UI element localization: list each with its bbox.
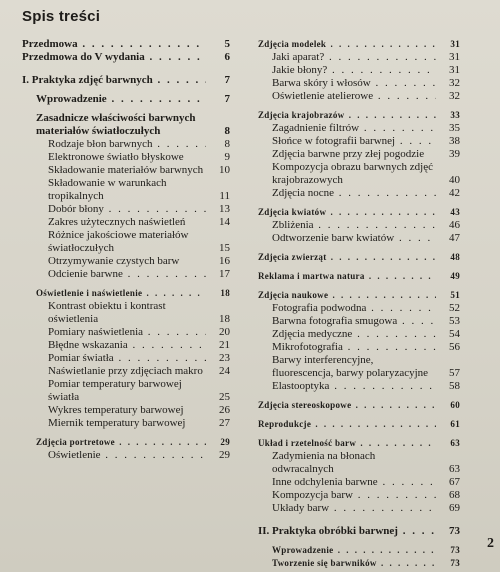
toc-entry-page: 14 <box>219 216 230 228</box>
toc-entry <box>258 270 460 283</box>
toc-entry-page: 35 <box>449 122 460 134</box>
toc-entry-title: Zdjęcia kwiatów . . . <box>258 206 436 219</box>
toc-entry-page: 33 <box>450 110 460 120</box>
toc-entry-page: 13 <box>219 203 230 215</box>
toc-entry-title: Słońce w fotografii barwnej . . . <box>272 135 436 148</box>
toc-entry <box>258 302 460 315</box>
toc-entry <box>258 437 460 450</box>
toc-entry-page: 73 <box>449 525 460 537</box>
toc-entry-title: Elastooptyka . . . <box>272 380 436 393</box>
toc-entry-page: 38 <box>449 135 460 147</box>
toc-entry-page: 7 <box>224 74 230 86</box>
toc-entry <box>22 229 230 255</box>
toc-entry <box>22 449 230 462</box>
toc-entry-page: 11 <box>219 190 230 202</box>
toc-entry-title: Zbliżenia . . . <box>272 219 436 232</box>
toc-entry-title: Inne odchylenia barwne . . . <box>272 476 436 489</box>
toc-entry-page: 25 <box>219 391 230 403</box>
toc-entry <box>258 418 460 431</box>
toc-entry <box>22 255 230 268</box>
toc-entry-title: Reprodukcje . . . <box>258 418 436 431</box>
toc-entry-page: 63 <box>450 438 460 448</box>
toc-entry-page: 20 <box>219 326 230 338</box>
toc-entry <box>258 399 460 412</box>
toc-entry-title: Zdjęcia medyczne . . . <box>272 328 436 341</box>
toc-entry <box>258 38 460 51</box>
toc-entry-page: 52 <box>449 302 460 314</box>
toc-entry-page: 32 <box>449 77 460 89</box>
toc-entry <box>258 219 460 232</box>
toc-entry <box>22 51 230 64</box>
toc-entry-title: Barwna fotografia smugowa . . . <box>272 315 436 328</box>
toc-entry <box>22 339 230 352</box>
toc-entry-page: 48 <box>450 252 460 262</box>
toc-entry-title: Otrzymywanie czystych barw <box>48 255 180 267</box>
toc-entry-title: Odcienie barwne . . . <box>48 268 206 281</box>
toc-entry-title: Zdjęcia nocne . . . <box>272 187 436 200</box>
toc-entry <box>22 177 230 203</box>
toc-entry-page: 60 <box>450 400 460 410</box>
toc-entry <box>258 77 460 90</box>
toc-entry-title: Kontrast obiektu i kontrast oświetlenia <box>48 300 166 325</box>
toc-entry <box>22 38 230 51</box>
toc-entry <box>258 64 460 77</box>
toc-entry <box>258 489 460 502</box>
toc-entry <box>258 315 460 328</box>
toc-entry-page: 51 <box>450 290 460 300</box>
toc-entry-page: 56 <box>449 341 460 353</box>
toc-entry-title: Wprowadzenie . . . <box>272 544 436 557</box>
toc-entry-page: 39 <box>449 148 460 160</box>
toc-entry-page: 15 <box>219 242 230 254</box>
toc-entry-page: 31 <box>449 51 460 63</box>
toc-entry <box>258 544 460 557</box>
toc-entry-title: Układ i rzetelność barw . . . <box>258 437 436 450</box>
toc-entry-page: 63 <box>449 463 460 475</box>
toc-entry-page: 9 <box>224 151 230 163</box>
toc-entry-page: 73 <box>450 545 460 555</box>
toc-entry <box>22 93 230 106</box>
toc-entry-title: Różnice jakościowe materiałów światłoczułych <box>48 229 189 254</box>
toc-entry-title: Elektronowe światło błyskowe <box>48 151 184 163</box>
toc-entry <box>258 525 460 538</box>
toc-entry <box>258 109 460 122</box>
toc-entry-page: 5 <box>224 38 230 50</box>
toc-entry <box>258 289 460 302</box>
toc-entry-title: Dobór błony . . . <box>48 203 206 216</box>
toc-entry-page: 31 <box>449 64 460 76</box>
toc-column-right <box>258 38 460 570</box>
toc-entry-title: Barwy interferencyjne, fluorescencja, barwy polaryzacyjne <box>272 354 429 379</box>
toc-entry-title: Zdjęcia zwierząt . . . <box>258 251 436 264</box>
toc-entry-page: 29 <box>219 449 230 461</box>
toc-entry <box>258 328 460 341</box>
toc-entry-title: Tworzenie się barwników . . . <box>272 557 436 570</box>
toc-entry-page: 24 <box>219 365 230 377</box>
toc-entry <box>22 268 230 281</box>
toc-entry <box>22 216 230 229</box>
toc-entry-title: Odtworzenie barw kwiatów . . . <box>272 232 436 245</box>
toc-column-left <box>22 38 230 462</box>
toc-entry <box>22 352 230 365</box>
toc-entry-page: 46 <box>449 219 460 231</box>
edge-page-number: 2 <box>487 536 494 551</box>
toc-entry-page: 53 <box>449 315 460 327</box>
toc-entry <box>258 557 460 570</box>
toc-entry-page: 18 <box>220 288 230 298</box>
toc-entry-page: 21 <box>219 339 230 351</box>
toc-entry <box>258 161 460 187</box>
toc-entry-page: 32 <box>449 90 460 102</box>
toc-entry-title: Zagadnienie filtrów . . . <box>272 122 436 135</box>
toc-entry <box>258 354 460 380</box>
toc-entry <box>22 74 230 87</box>
toc-entry-page: 68 <box>449 489 460 501</box>
toc-entry-page: 26 <box>219 404 230 416</box>
toc-entry <box>22 138 230 151</box>
toc-entry-title: Zdjęcia krajobrazów . . . <box>258 109 436 122</box>
toc-entry <box>22 164 230 177</box>
toc-entry-title: Jaki aparat? . . . <box>272 51 436 64</box>
toc-entry-title: Oświetlenie . . . <box>48 449 206 462</box>
toc-entry-page: 57 <box>449 367 460 379</box>
toc-entry-title: Przedmowa . . . <box>22 38 206 51</box>
toc-entry <box>258 187 460 200</box>
toc-entry-page: 17 <box>219 268 230 280</box>
toc-entry-title: Składowanie w warunkach tropikalnych <box>48 177 167 202</box>
toc-entry <box>258 341 460 354</box>
toc-entry <box>258 148 460 161</box>
toc-entry-page: 23 <box>219 352 230 364</box>
toc-entry <box>22 417 230 430</box>
toc-entry-page: 8 <box>224 138 230 150</box>
toc-entry-title: Układy barw . . . <box>272 502 436 515</box>
toc-entry-title: Pomiar temperatury barwowej światła <box>48 378 182 403</box>
toc-entry <box>258 502 460 515</box>
toc-entry-page: 29 <box>220 437 230 447</box>
toc-entry <box>258 476 460 489</box>
toc-entry-title: Pomiary naświetlenia . . . <box>48 326 206 339</box>
toc-entry-page: 31 <box>450 39 460 49</box>
toc-entry <box>22 378 230 404</box>
toc-entry-title: Wprowadzenie . . . <box>36 93 206 106</box>
toc-entry-title: Naświetlanie przy zdjęciach makro <box>48 365 203 377</box>
page-title: Spis treści <box>22 8 101 25</box>
toc-entry-page: 58 <box>449 380 460 392</box>
toc-entry-title: Zakres użytecznych naświetleń <box>48 216 186 228</box>
toc-entry-page: 7 <box>224 93 230 105</box>
toc-entry-title: I. Praktyka zdjęć barwnych . . . <box>22 74 206 87</box>
toc-entry-title: Błędne wskazania . . . <box>48 339 206 352</box>
toc-entry-title: II. Praktyka obróbki barwnej . . . <box>258 525 436 538</box>
toc-entry <box>258 135 460 148</box>
toc-entry-title: Mikrofotografia . . . <box>272 341 436 354</box>
toc-entry <box>22 112 230 138</box>
toc-entry-title: Reklama i martwa natura . . . <box>258 270 436 283</box>
toc-entry-title: Jakie błony? . . . <box>272 64 436 77</box>
toc-entry-title: Wykres temperatury barwowej <box>48 404 184 416</box>
toc-entry-title: Kompozycja obrazu barwnych zdjęć krajobrazowych <box>272 161 433 186</box>
toc-entry-title: Przedmowa do V wydania . . . <box>22 51 206 64</box>
toc-entry-title: Zdjęcia naukowe . . . <box>258 289 436 302</box>
toc-entry <box>258 206 460 219</box>
toc-entry-title: Barwa skóry i włosów . . . <box>272 77 436 90</box>
toc-entry-page: 61 <box>450 419 460 429</box>
toc-entry-page: 43 <box>450 207 460 217</box>
toc-entry <box>22 326 230 339</box>
toc-entry-title: Fotografia podwodna . . . <box>272 302 436 315</box>
toc-entry-page: 10 <box>219 164 230 176</box>
toc-entry-title: Zdjęcia portretowe . . . <box>36 436 206 449</box>
toc-entry-title: Zdjęcia stereoskopowe . . . <box>258 399 436 412</box>
toc-entry-title: Zasadnicze właściwości barwnych materiałów światłoczułych <box>36 112 196 137</box>
toc-entry-title: Miernik temperatury barwowej <box>48 417 186 429</box>
toc-entry <box>22 300 230 326</box>
toc-entry <box>22 203 230 216</box>
toc-entry-page: 18 <box>219 313 230 325</box>
toc-entry <box>258 450 460 476</box>
toc-entry <box>22 151 230 164</box>
toc-entry <box>22 287 230 300</box>
toc-entry-page: 49 <box>450 271 460 281</box>
toc-entry-title: Zdjęcia modelek . . . <box>258 38 436 51</box>
toc-entry-title: Rodzaje błon barwnych . . . <box>48 138 206 151</box>
toc-entry <box>22 436 230 449</box>
toc-entry <box>22 404 230 417</box>
toc-entry <box>258 90 460 103</box>
toc-entry-title: Pomiar światła . . . <box>48 352 206 365</box>
toc-entry-title: Zadymienia na błonach odwracalnych <box>272 450 376 475</box>
toc-entry <box>258 251 460 264</box>
toc-entry-page: 69 <box>449 502 460 514</box>
toc-entry-page: 27 <box>219 417 230 429</box>
toc-entry-title: Zdjęcia barwne przy złej pogodzie <box>272 148 425 160</box>
toc-entry-page: 8 <box>224 125 230 137</box>
toc-entry <box>22 365 230 378</box>
toc-entry-page: 67 <box>449 476 460 488</box>
toc-entry-title: Oświetlenie atelierowe . . . <box>272 90 436 103</box>
toc-entry-page: 6 <box>224 51 230 63</box>
toc-entry-page: 47 <box>449 232 460 244</box>
toc-entry <box>258 51 460 64</box>
toc-entry <box>258 380 460 393</box>
toc-entry-page: 42 <box>449 187 460 199</box>
toc-entry-page: 16 <box>219 255 230 267</box>
toc-entry <box>258 122 460 135</box>
toc-entry-page: 54 <box>449 328 460 340</box>
toc-entry-page: 73 <box>450 558 460 568</box>
toc-entry-title: Kompozycja barw . . . <box>272 489 436 502</box>
toc-entry-page: 40 <box>449 174 460 186</box>
toc-entry-title: Oświetlenie i naświetlenie . . . <box>36 287 206 300</box>
toc-entry-title: Składowanie materiałów barwnych <box>48 164 204 176</box>
toc-entry <box>258 232 460 245</box>
